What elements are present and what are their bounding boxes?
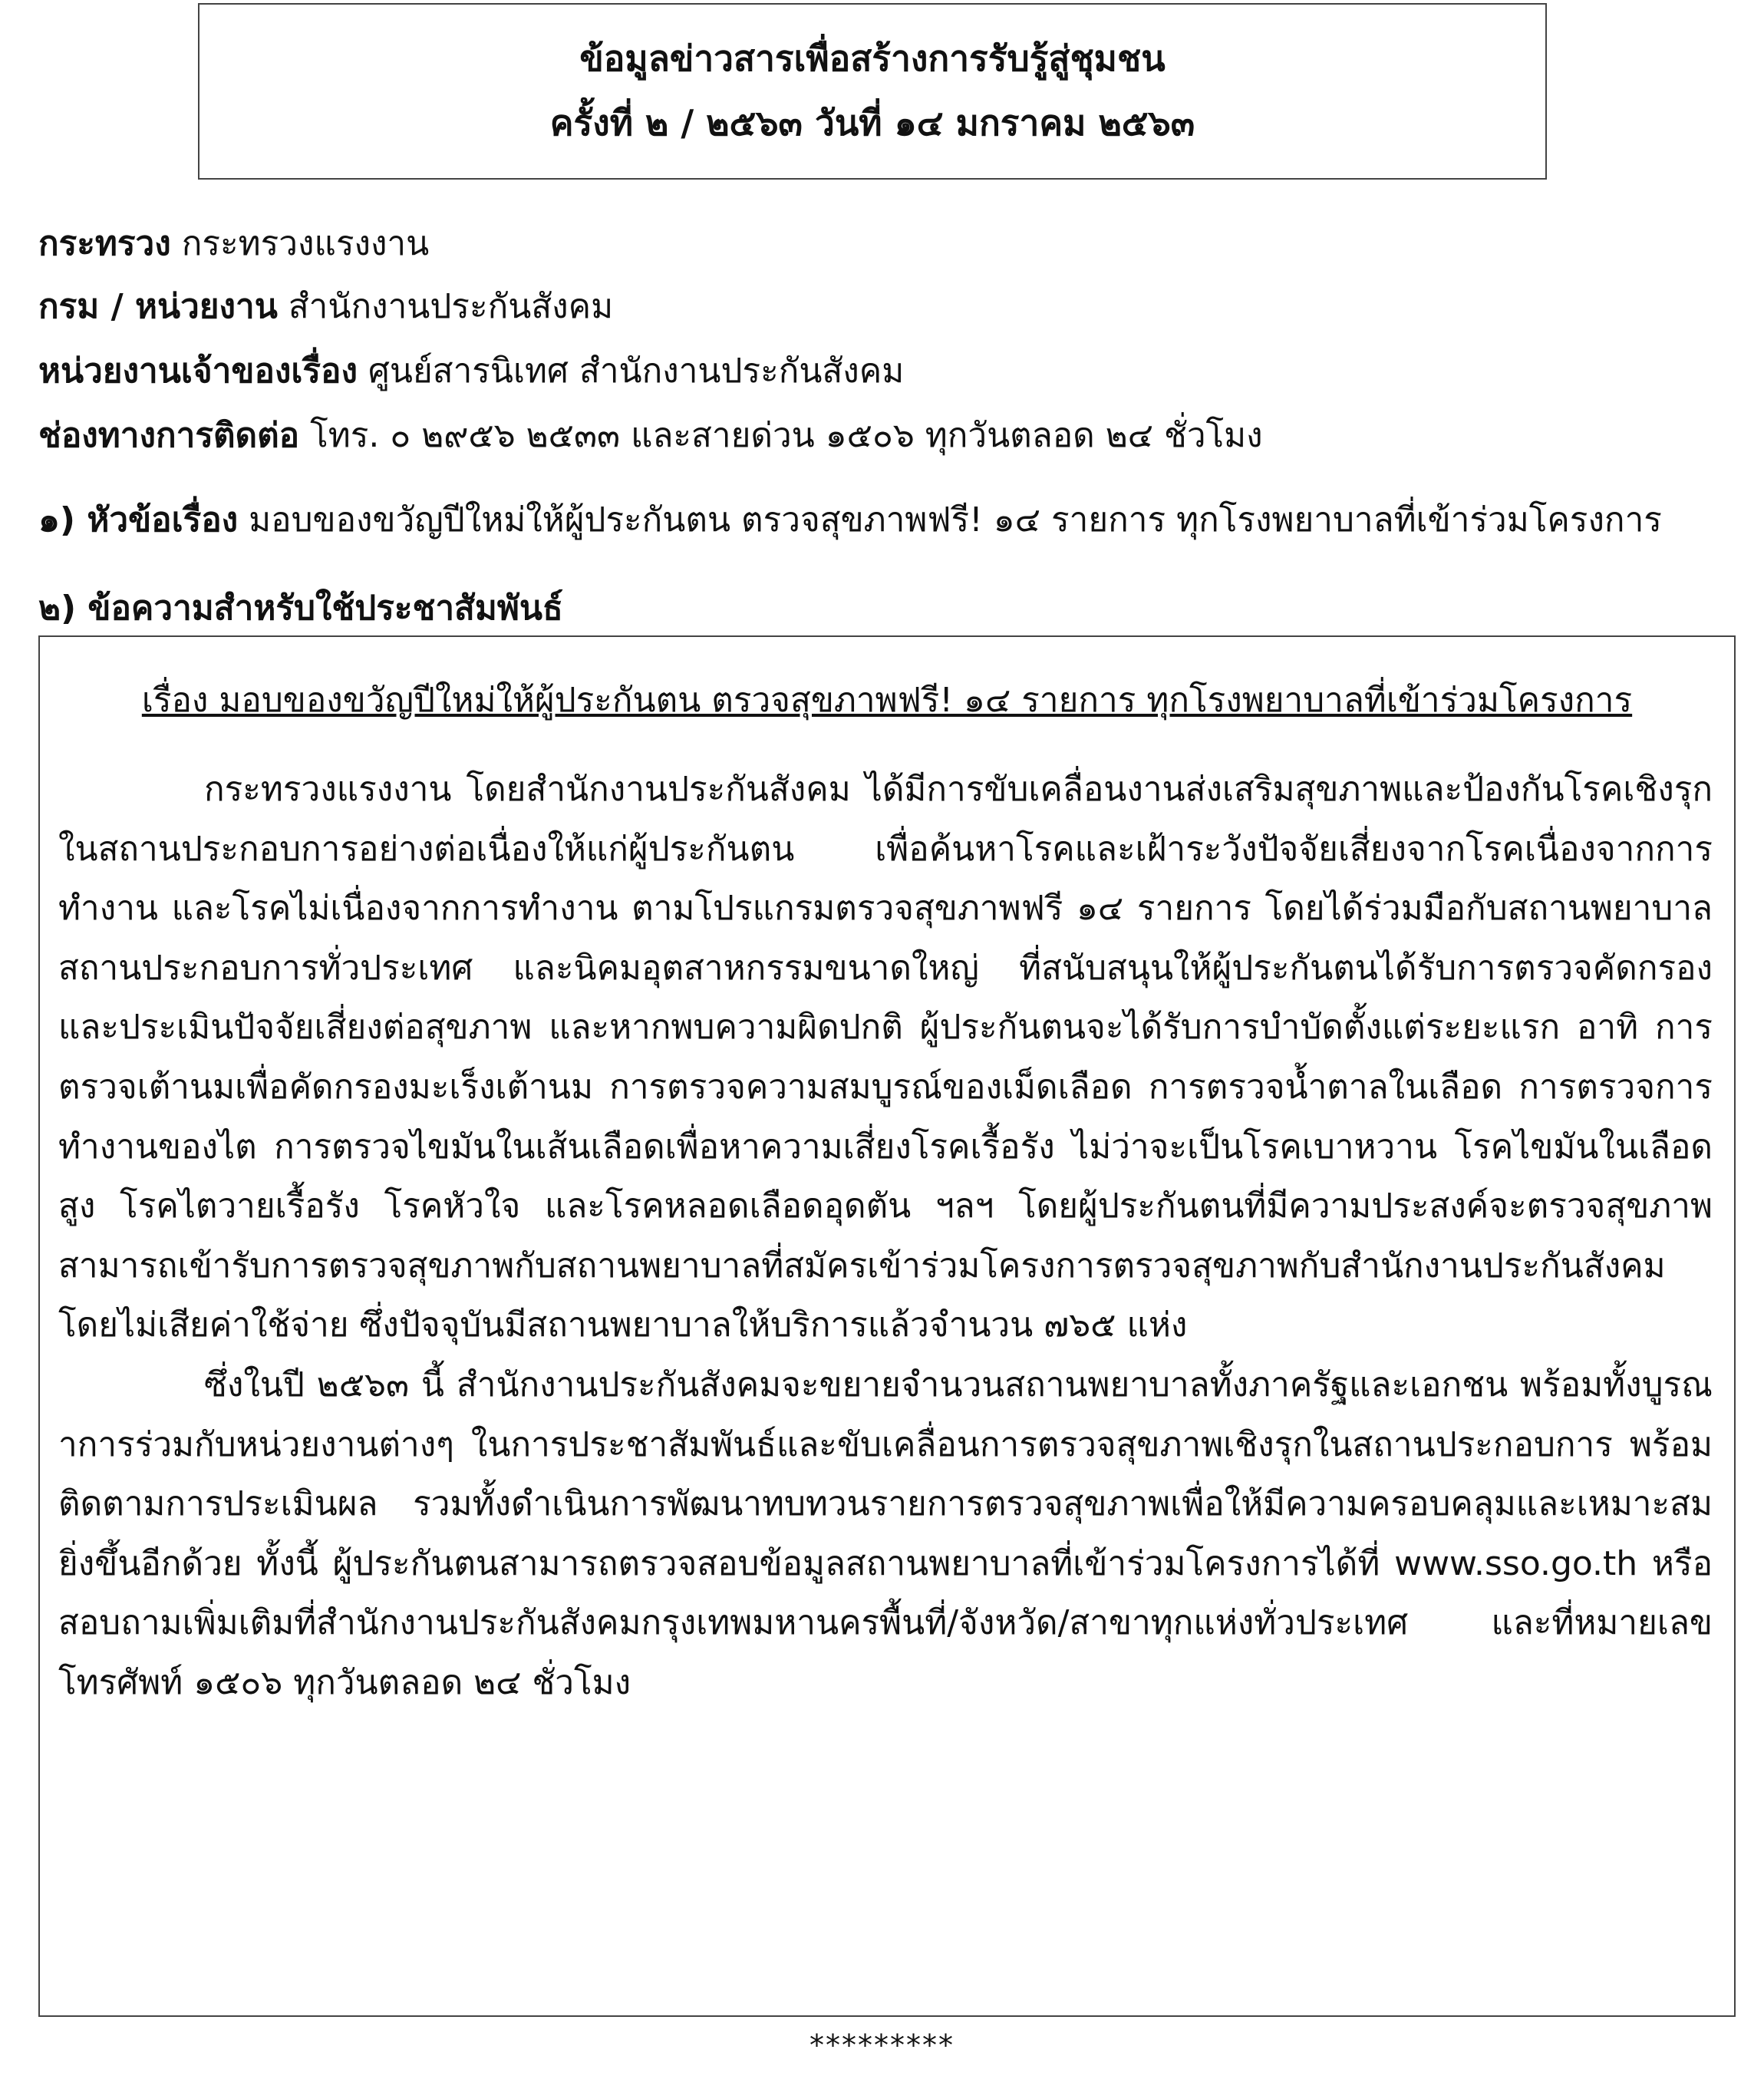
header-issue-date: ครั้งที่ ๒ / ๒๕๖๓ วันที่ ๑๔ มกราคม ๒๕๖๓	[549, 102, 1195, 144]
section2-row	[38, 587, 563, 630]
ministry-label: กระทรวง	[38, 224, 171, 263]
owner-value: ศูนย์สารนิเทศ สำนักงานประกันสังคม	[368, 351, 905, 391]
department-value: สำนักงานประกันสังคม	[288, 287, 614, 326]
press-release-body	[58, 760, 1713, 1713]
header-title: ข้อมูลข่าวสารเพื่อสร้างการรับรู้สู่ชุมชน	[579, 38, 1166, 79]
section1-label: ๑) หัวข้อเรื่อง	[38, 500, 239, 540]
section2-label: ๒) ข้อความสำหรับใช้ประชาสัมพันธ์	[38, 589, 563, 628]
department-row	[38, 285, 613, 328]
press-release-paragraph-1: กระทรวงแรงงาน โดยสำนักงานประกันสังคม ได้มีการขับเคลื่อนงานส่งเสริมสุขภาพและป้องกันโรคเชิงรุกในสถานประกอบการอย่างต่อเนื่องให้แก่ผู้ประกันตน เพื่อค้นหาโรคและเฝ้าระวังปัจจัยเสี่ยงจากโรคเนื่องจากการทำงาน และโรคไม่เนื่องจากการทำงาน ตามโปรแกรมตรวจสุขภาพฟรี ๑๔ รายการ โดยได้ร่วมมือกับสถานพยาบาล สถานประกอบการทั่วประเทศ และนิคมอุตสาหกรรมขนาดใหญ่ ที่สนับสนุนให้ผู้ประกันตนได้รับการตรวจคัดกรองและประเมินปัจจัยเสี่ยงต่อสุขภาพ และหากพบความผิดปกติ ผู้ประกันตนจะได้รับการบำบัดตั้งแต่ระยะแรก อาทิ การตรวจเต้านมเพื่อคัดกรองมะเร็งเต้านม การตรวจความสมบูรณ์ของเม็ดเลือด การตรวจน้ำตาลในเลือด การตรวจการทำงานของไต การตรวจไขมันในเส้นเลือดเพื่อหาความเสี่ยงโรคเรื้อรัง ไม่ว่าจะเป็นโรคเบาหวาน โรคไขมันในเลือดสูง โรคไตวายเรื้อรัง โรคหัวใจ และโรคหลอดเลือดอุดตัน ฯลฯ โดยผู้ประกันตนที่มีความประสงค์จะตรวจสุขภาพสามารถเข้ารับการตรวจสุขภาพกับสถานพยาบาลที่สมัครเข้าร่วมโครงการตรวจสุขภาพกับสำนักงานประกันสังคม โดยไม่เสียค่าใช้จ่าย ซึ่งปัจจุบันมีสถานพยาบาลให้บริการแล้วจำนวน ๗๖๕ แห่ง	[58, 770, 1713, 1345]
press-release-box	[38, 635, 1736, 2017]
section1-value: มอบของขวัญปีใหม่ให้ผู้ประกันตน ตรวจสุขภาพฟรี! ๑๔ รายการ ทุกโรงพยาบาลที่เข้าร่วมโครงการ	[249, 500, 1662, 540]
contact-value: โทร. ๐ ๒๙๕๖ ๒๕๓๓ และสายด่วน ๑๕๐๖ ทุกวันตลอด ๒๔ ชั่วโมง	[310, 416, 1263, 455]
press-release-paragraph-2: ซึ่งในปี ๒๕๖๓ นี้ สำนักงานประกันสังคมจะขยายจำนวนสถานพยาบาลทั้งภาครัฐและเอกชน พร้อมทั้งบูรณาการร่วมกับหน่วยงานต่างๆ ในการประชาสัมพันธ์และขับเคลื่อนการตรวจสุขภาพเชิงรุกในสถานประกอบการ พร้อมติดตามการประเมินผล รวมทั้งดำเนินการพัฒนาทบทวนรายการตรวจสุขภาพเพื่อให้มีความครอบคลุมและเหมาะสมยิ่งขึ้นอีกด้วย ทั้งนี้ ผู้ประกันตนสามารถตรวจสอบข้อมูลสถานพยาบาลที่เข้าร่วมโครงการได้ที่ www.sso.go.th หรือสอบถามเพิ่มเติมที่สำนักงานประกันสังคมกรุงเทพมหานครพื้นที่/จังหวัด/สาขาทุกแห่งทั่วประเทศ และที่หมายเลขโทรศัพท์ ๑๕๐๖ ทุกวันตลอด ๒๔ ชั่วโมง	[58, 1365, 1713, 1702]
department-label: กรม / หน่วยงาน	[38, 287, 278, 326]
owner-label: หน่วยงานเจ้าของเรื่อง	[38, 351, 358, 391]
footer-separator-stars: *********	[809, 2028, 955, 2062]
contact-label: ช่องทางการติดต่อ	[38, 416, 300, 455]
ministry-value: กระทรวงแรงงาน	[181, 224, 430, 263]
press-release-title: เรื่อง มอบของขวัญปีใหม่ให้ผู้ประกันตน ตรวจสุขภาพฟรี! ๑๔ รายการ ทุกโรงพยาบาลที่เข้าร่วมโครงการ	[141, 681, 1633, 720]
document-header-box	[198, 3, 1547, 180]
owner-row	[38, 350, 904, 393]
section1-row	[38, 499, 1662, 542]
ministry-row	[38, 223, 429, 266]
contact-row	[38, 414, 1263, 457]
